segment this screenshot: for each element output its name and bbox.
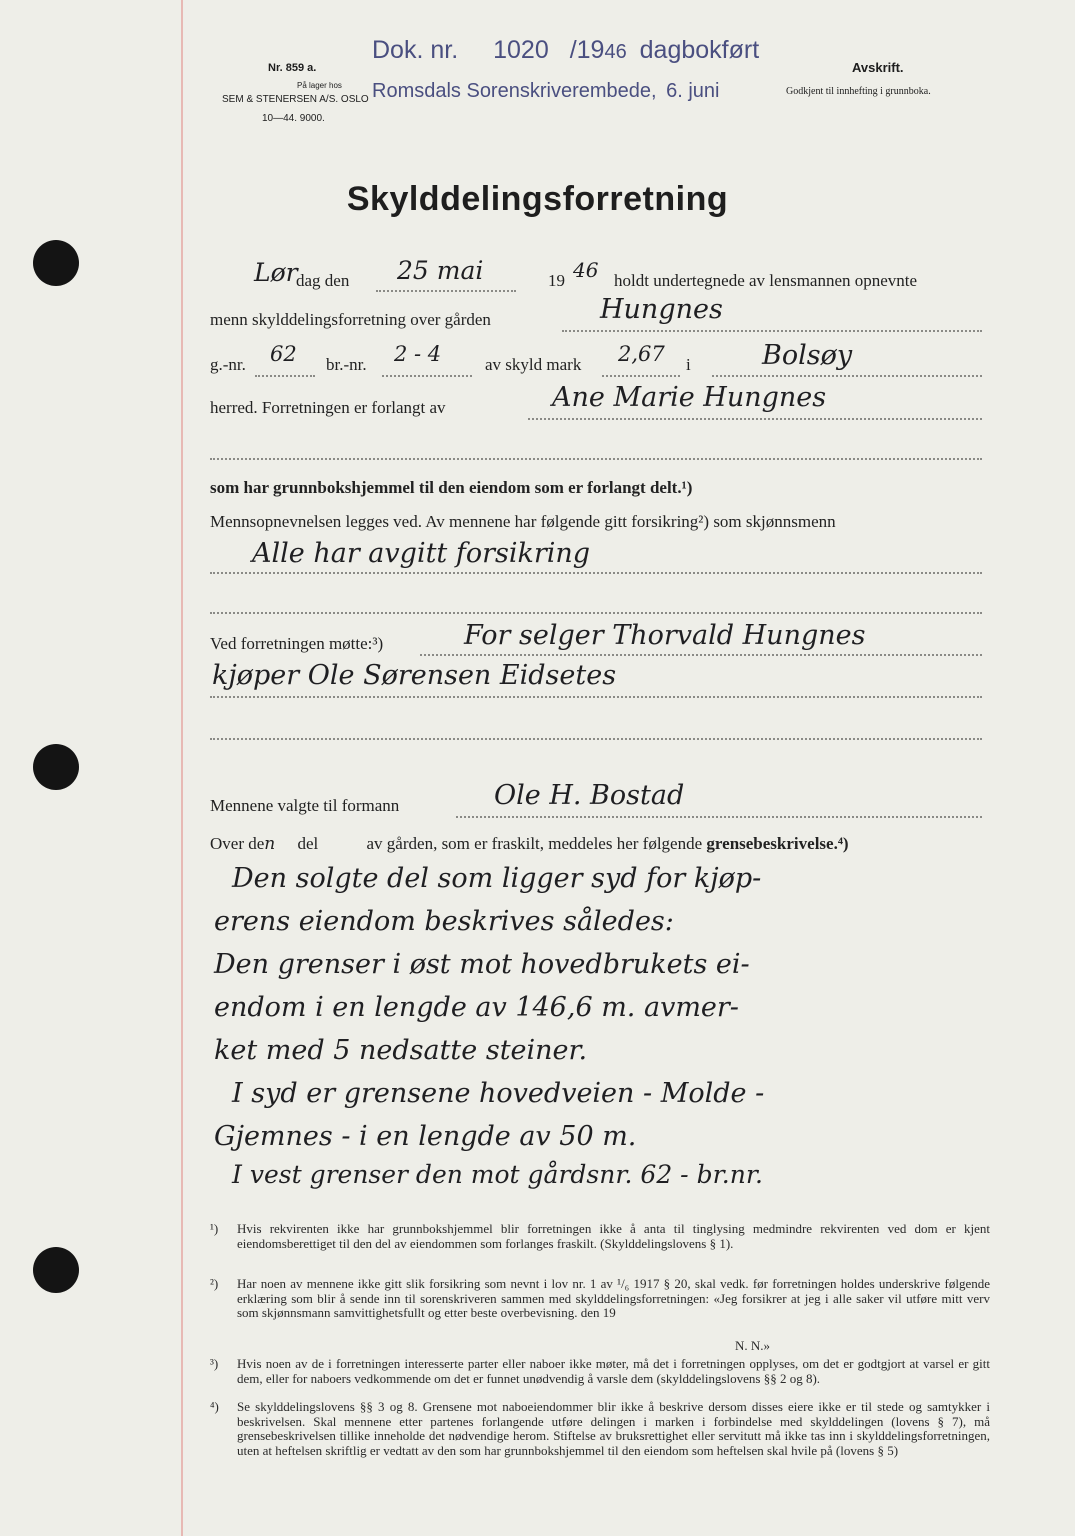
footnote: ⁴) Se skylddelingslovens §§ 3 og 8. Grensene mot naboeiendommer blir ikke å beskrive dersom disses eiere ikke er til stede og samtykker i beskrivelsen. Skal mennene etter partenes forlangende utføre delingen i marken i forbindelse med skylddelingen (lovens § 7), må grensebeskrivelsen tillike inneholde det nødvendige herom. Stiftelse av bruksrettighet eller servitutt må ikke tas inn i skylddelingsforretningen, uten at heftelsen skriftlig er vedtatt av den som har grunnbokshjemmel til den eiendom som heftelsen skal hvile på (lovens § 5) (210, 1399, 990, 1458)
grunnbok-text: som har grunnbokshjemmel til den eiendom som er forlangt delt.¹) (210, 478, 693, 497)
dag-den-label: dag den (296, 271, 350, 290)
punch-hole (33, 240, 79, 286)
boundary-line: I syd er grensene hovedveien - Molde - (232, 1078, 765, 1109)
year-label: 19 (548, 271, 565, 290)
fill-line (602, 375, 680, 377)
fill-line (456, 816, 982, 818)
fill-line (255, 375, 315, 377)
menn-text: Mennsopnevnelsen legges ved. Av mennene har følgende gitt forsikring²) som skjønnsmenn (210, 512, 836, 531)
chair-label: Mennene valgte til formann (210, 796, 400, 815)
fill-line (528, 418, 982, 420)
attended-line2-handwritten: kjøper Ole Sørensen Eidsetes (212, 660, 617, 691)
municipality-handwritten: Bolsøy (762, 340, 853, 371)
brnr-handwritten: 2 - 4 (394, 342, 442, 366)
punch-hole (33, 744, 79, 790)
margin-rule (181, 0, 183, 1536)
footnote: ²) Har noen av mennene ikke gitt slik forsikring som nevnt i lov nr. 1 av ¹/₆ 1917 § 20, skal vedk. før forretningen holdes underskrive følgende erklæring som blir å sende inn til sorenskriveren sammen med skylddelingsforretningen: «Jeg forsikrer at jeg i alle saker vil utføre mitt verv som skjønnsmann samvittighetsfullt og etter beste overbevisning. den 19 (210, 1276, 990, 1320)
assurance-handwritten: Alle har avgitt forsikring (252, 538, 591, 569)
fill-line (210, 458, 982, 460)
i-label: i (686, 355, 691, 374)
print-info: 10—44. 9000. (262, 113, 325, 124)
date-handwritten: 25 mai (397, 256, 484, 285)
fill-line (210, 612, 982, 614)
skyld-handwritten: 2,67 (618, 342, 665, 366)
herred-text: herred. Forretningen er forlangt av (210, 398, 446, 417)
stamp-line2: Romsdals Sorenskriverembede, 6. juni (372, 80, 720, 102)
copy-label: Avskrift. (852, 60, 904, 75)
footnote-signature: N. N.» (735, 1338, 771, 1353)
fill-line (562, 330, 982, 332)
requester-handwritten: Ane Marie Hungnes (552, 382, 827, 413)
publisher-line1: På lager hos (297, 81, 342, 90)
gnr-handwritten: 62 (270, 342, 297, 366)
footnote: ³) Hvis noen av de i forretningen interesserte parter eller naboer ikke møter, må det i forretningen opplyses, om det er godtgjort at varsel er gitt dem, eller for naboers vedkommende om det er funnet unødvendig å varsle dem (skylddelingslovens §§ 2 og 8). (210, 1356, 990, 1386)
boundary-line: Den grenser i øst mot hovedbrukets ei- (214, 949, 750, 980)
fill-line (210, 696, 982, 698)
fill-line (712, 375, 982, 377)
weekday-handwritten: Lør (254, 258, 298, 287)
brnr-label: br.-nr. (326, 355, 367, 374)
publisher-line2: SEM & STENERSEN A/S. OSLO (222, 94, 369, 105)
farm-name-handwritten: Hungnes (600, 294, 723, 325)
boundary-line: Gjemnes - i en lengde av 50 m. (214, 1121, 637, 1152)
boundary-line: Den solgte del som ligger syd for kjøp- (232, 863, 762, 894)
boundary-line: erens eiendom beskrives således: (214, 906, 674, 937)
document-title: Skylddelingsforretning (346, 180, 729, 218)
farm-text: menn skylddelingsforretning over gården (210, 310, 491, 329)
boundary-line: I vest grenser den mot gårdsnr. 62 - br.nr. (232, 1160, 763, 1189)
fill-line (420, 654, 982, 656)
held-text: holdt undertegnede av lensmannen opnevnte (614, 271, 918, 290)
gnr-label: g.-nr. (210, 355, 246, 374)
boundary-intro: Over den del av gården, som er fraskilt, meddeles her følgende grensebeskrivelse.⁴) (210, 834, 849, 854)
boundary-line: endom i en lengde av 146,6 m. avmer- (214, 992, 739, 1023)
fill-line (210, 572, 982, 574)
chair-handwritten: Ole H. Bostad (494, 780, 685, 811)
attended-line1-handwritten: For selger Thorvald Hungnes (464, 620, 866, 651)
fill-line (376, 290, 516, 292)
punch-hole (33, 1247, 79, 1293)
year-handwritten: 46 (573, 258, 599, 282)
form-number: Nr. 859 a. (268, 62, 317, 74)
fill-line (382, 375, 472, 377)
attended-label: Ved forretningen møtte:³) (210, 634, 384, 653)
boundary-line: ket med 5 nedsatte steiner. (214, 1035, 588, 1066)
skyld-label: av skyld mark (485, 355, 582, 374)
stamp-line1: Dok. nr. 1020 /1946 dagbokført (372, 36, 760, 64)
approval-note: Godkjent til innhefting i grunnboka. (786, 86, 931, 97)
footnote: ¹) Hvis rekvirenten ikke har grunnbokshjemmel blir forretningen ikke å anta til tinglysing medmindre rekvirenten ved dom er kjent eiendomsberettiget til den del av eiendommen som forlanges fraskilt. (Skylddelingslovens § 1). (210, 1221, 990, 1251)
fill-line (210, 738, 982, 740)
